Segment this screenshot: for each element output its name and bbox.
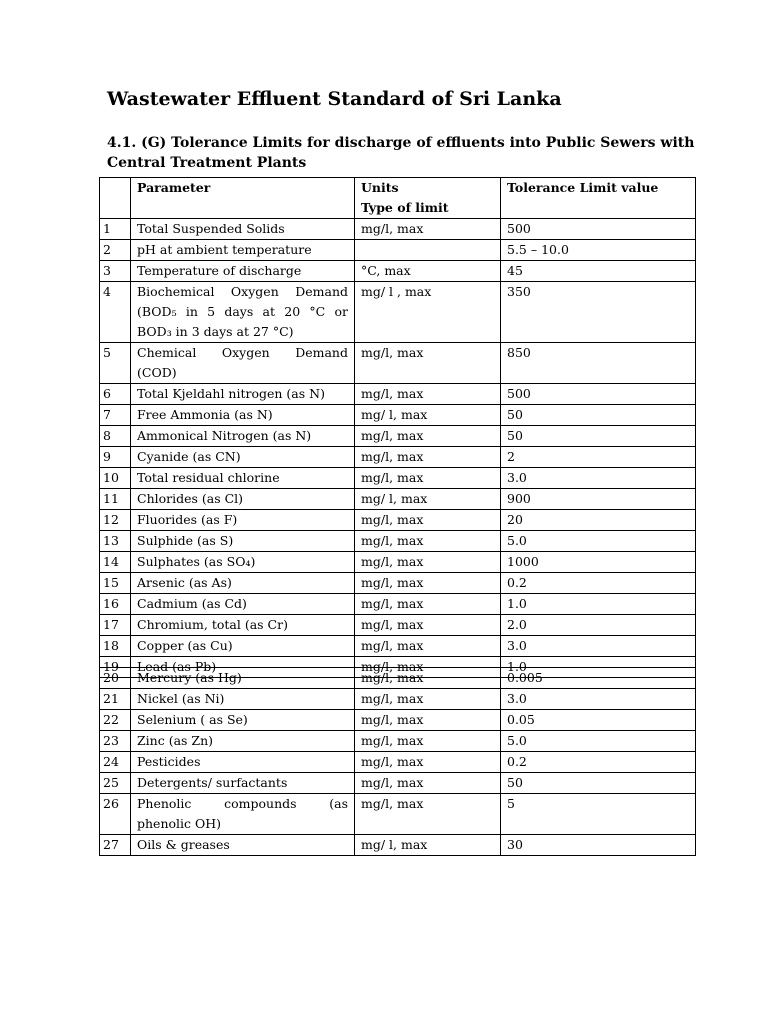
table-row bbox=[100, 510, 696, 531]
table-row bbox=[100, 731, 696, 752]
tolerance-value-cell: 500 bbox=[501, 219, 696, 240]
row-number: 23 bbox=[100, 731, 131, 752]
document-title: Wastewater Effluent Standard of Sri Lanka bbox=[107, 88, 562, 110]
tolerance-value-cell: 45 bbox=[501, 261, 696, 282]
row-number: 6 bbox=[100, 384, 131, 405]
row-number: 5 bbox=[100, 343, 131, 384]
tolerance-value-cell: 5 bbox=[501, 794, 696, 835]
tolerance-value-cell: 900 bbox=[501, 489, 696, 510]
row-number: 12 bbox=[100, 510, 131, 531]
parameter-cell: Cadmium (as Cd) bbox=[131, 594, 355, 615]
header-units bbox=[355, 178, 501, 219]
row-number: 24 bbox=[100, 752, 131, 773]
parameter-cell: Mercury (as Hg) bbox=[131, 668, 355, 689]
parameter-cell: Chromium, total (as Cr) bbox=[131, 615, 355, 636]
units-cell: mg/l, max bbox=[355, 636, 501, 657]
tolerance-table-part-1 bbox=[99, 177, 696, 678]
tolerance-value-cell: 500 bbox=[501, 384, 696, 405]
table-row bbox=[100, 552, 696, 573]
row-number: 1 bbox=[100, 219, 131, 240]
parameter-cell: Selenium ( as Se) bbox=[131, 710, 355, 731]
tolerance-value-cell: 5.0 bbox=[501, 531, 696, 552]
row-number: 7 bbox=[100, 405, 131, 426]
tolerance-value-cell: 0.2 bbox=[501, 752, 696, 773]
table-row bbox=[100, 384, 696, 405]
tolerance-value-cell: 0.005 bbox=[501, 668, 696, 689]
tolerance-value-cell: 2.0 bbox=[501, 615, 696, 636]
tolerance-value-cell: 3.0 bbox=[501, 636, 696, 657]
units-cell: mg/l, max bbox=[355, 594, 501, 615]
table-row bbox=[100, 752, 696, 773]
tolerance-value-cell: 30 bbox=[501, 835, 696, 856]
table-body-part-1 bbox=[100, 219, 696, 678]
tolerance-value-cell: 5.5 – 10.0 bbox=[501, 240, 696, 261]
row-number: 22 bbox=[100, 710, 131, 731]
row-number: 11 bbox=[100, 489, 131, 510]
table-row bbox=[100, 835, 696, 856]
parameter-cell: Total Kjeldahl nitrogen (as N) bbox=[131, 384, 355, 405]
tolerance-value-cell: 20 bbox=[501, 510, 696, 531]
table-row bbox=[100, 636, 696, 657]
tolerance-value-cell: 3.0 bbox=[501, 689, 696, 710]
row-number: 19 bbox=[100, 657, 131, 678]
units-cell: mg/l, max bbox=[355, 615, 501, 636]
units-cell: mg/l, max bbox=[355, 219, 501, 240]
units-cell bbox=[355, 240, 501, 261]
row-number: 4 bbox=[100, 282, 131, 343]
parameter-cell: Lead (as Pb) bbox=[131, 657, 355, 678]
parameter-cell: pH at ambient temperature bbox=[131, 240, 355, 261]
parameter-cell: Arsenic (as As) bbox=[131, 573, 355, 594]
table-row bbox=[100, 468, 696, 489]
table-row bbox=[100, 531, 696, 552]
row-number: 20 bbox=[100, 668, 131, 689]
units-cell: mg/l, max bbox=[355, 657, 501, 678]
table-row bbox=[100, 794, 696, 835]
table-header-row bbox=[100, 178, 696, 219]
parameter-cell: Ammonical Nitrogen (as N) bbox=[131, 426, 355, 447]
tolerance-value-cell: 0.05 bbox=[501, 710, 696, 731]
table-row bbox=[100, 447, 696, 468]
parameter-cell: Chlorides (as Cl) bbox=[131, 489, 355, 510]
units-cell: mg/l, max bbox=[355, 710, 501, 731]
tolerance-table-part-2 bbox=[99, 667, 696, 856]
units-cell: mg/l, max bbox=[355, 447, 501, 468]
row-number: 8 bbox=[100, 426, 131, 447]
header-tolerance: Tolerance Limit value bbox=[501, 178, 696, 219]
table-body-part-2 bbox=[100, 668, 696, 856]
table-row bbox=[100, 594, 696, 615]
tolerance-value-cell: 50 bbox=[501, 773, 696, 794]
table-row bbox=[100, 489, 696, 510]
tolerance-value-cell: 50 bbox=[501, 405, 696, 426]
row-number: 26 bbox=[100, 794, 131, 835]
table-row bbox=[100, 426, 696, 447]
tolerance-value-cell: 5.0 bbox=[501, 731, 696, 752]
table-row bbox=[100, 219, 696, 240]
header-number bbox=[100, 178, 131, 219]
row-number: 16 bbox=[100, 594, 131, 615]
section-heading: 4.1. (G) Tolerance Limits for discharge of effluents into Public Sewers with Central Treatment Plants bbox=[107, 135, 695, 171]
row-number: 3 bbox=[100, 261, 131, 282]
table-row bbox=[100, 282, 696, 343]
parameter-cell: Total residual chlorine bbox=[131, 468, 355, 489]
row-number: 15 bbox=[100, 573, 131, 594]
table-row bbox=[100, 343, 696, 384]
parameter-cell: Cyanide (as CN) bbox=[131, 447, 355, 468]
units-cell: mg/ l, max bbox=[355, 489, 501, 510]
units-cell: mg/l, max bbox=[355, 668, 501, 689]
row-number: 18 bbox=[100, 636, 131, 657]
parameter-cell: Biochemical Oxygen Demand (BOD₅ in 5 days at 20 °C or BOD₃ in 3 days at 27 °C) bbox=[131, 282, 355, 343]
table-row bbox=[100, 261, 696, 282]
units-cell: mg/l, max bbox=[355, 731, 501, 752]
units-cell: mg/l, max bbox=[355, 773, 501, 794]
table-row bbox=[100, 668, 696, 689]
parameter-cell: Zinc (as Zn) bbox=[131, 731, 355, 752]
tolerance-value-cell: 350 bbox=[501, 282, 696, 343]
table-row bbox=[100, 710, 696, 731]
row-number: 21 bbox=[100, 689, 131, 710]
parameter-cell: Fluorides (as F) bbox=[131, 510, 355, 531]
table-row bbox=[100, 773, 696, 794]
units-cell: mg/l, max bbox=[355, 384, 501, 405]
units-cell: mg/l, max bbox=[355, 752, 501, 773]
units-cell: mg/ l, max bbox=[355, 405, 501, 426]
table-row bbox=[100, 689, 696, 710]
parameter-cell: Copper (as Cu) bbox=[131, 636, 355, 657]
units-cell: mg/ l, max bbox=[355, 835, 501, 856]
parameter-cell: Sulphide (as S) bbox=[131, 531, 355, 552]
units-cell: °C, max bbox=[355, 261, 501, 282]
row-number: 25 bbox=[100, 773, 131, 794]
units-cell: mg/l, max bbox=[355, 426, 501, 447]
parameter-cell: Temperature of discharge bbox=[131, 261, 355, 282]
parameter-cell: Pesticides bbox=[131, 752, 355, 773]
parameter-cell: Detergents/ surfactants bbox=[131, 773, 355, 794]
parameter-cell: Oils & greases bbox=[131, 835, 355, 856]
parameter-cell: Total Suspended Solids bbox=[131, 219, 355, 240]
header-units-label: Units bbox=[361, 180, 399, 195]
tolerance-value-cell: 1000 bbox=[501, 552, 696, 573]
units-cell: mg/l, max bbox=[355, 510, 501, 531]
table-row bbox=[100, 240, 696, 261]
units-cell: mg/l, max bbox=[355, 468, 501, 489]
row-number: 2 bbox=[100, 240, 131, 261]
row-number: 14 bbox=[100, 552, 131, 573]
tolerance-value-cell: 1.0 bbox=[501, 594, 696, 615]
tolerance-value-cell: 3.0 bbox=[501, 468, 696, 489]
units-cell: mg/l, max bbox=[355, 531, 501, 552]
parameter-cell: Nickel (as Ni) bbox=[131, 689, 355, 710]
table-row bbox=[100, 615, 696, 636]
parameter-cell: Phenolic compounds (as phenolic OH) bbox=[131, 794, 355, 835]
units-cell: mg/l, max bbox=[355, 573, 501, 594]
table-row bbox=[100, 573, 696, 594]
units-cell: mg/l, max bbox=[355, 552, 501, 573]
tolerance-value-cell: 2 bbox=[501, 447, 696, 468]
tolerance-value-cell: 0.2 bbox=[501, 573, 696, 594]
table-row bbox=[100, 405, 696, 426]
units-cell: mg/ l , max bbox=[355, 282, 501, 343]
row-number: 9 bbox=[100, 447, 131, 468]
row-number: 27 bbox=[100, 835, 131, 856]
tolerance-value-cell: 1.0 bbox=[501, 657, 696, 678]
tolerance-value-cell: 850 bbox=[501, 343, 696, 384]
row-number: 10 bbox=[100, 468, 131, 489]
tolerance-value-cell: 50 bbox=[501, 426, 696, 447]
parameter-cell: Chemical Oxygen Demand (COD) bbox=[131, 343, 355, 384]
header-parameter: Parameter bbox=[131, 178, 355, 219]
header-type-of-limit: Type of limit bbox=[361, 200, 449, 215]
units-cell: mg/l, max bbox=[355, 343, 501, 384]
row-number: 17 bbox=[100, 615, 131, 636]
row-number: 13 bbox=[100, 531, 131, 552]
parameter-cell: Sulphates (as SO₄) bbox=[131, 552, 355, 573]
units-cell: mg/l, max bbox=[355, 794, 501, 835]
units-cell: mg/l, max bbox=[355, 689, 501, 710]
parameter-cell: Free Ammonia (as N) bbox=[131, 405, 355, 426]
